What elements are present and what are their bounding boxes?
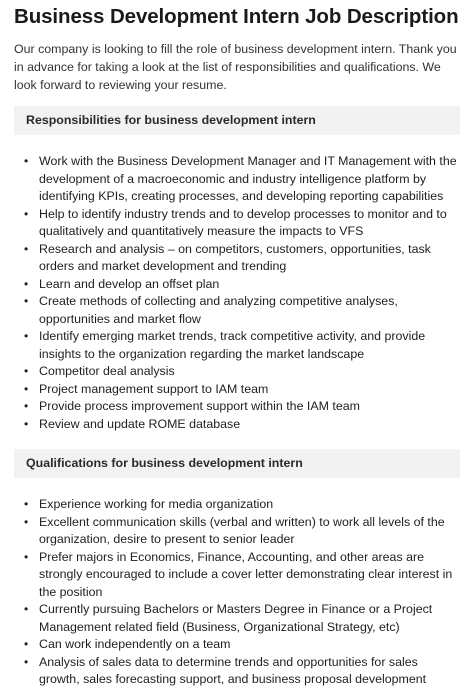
list-item: [24, 496, 460, 514]
list-item-text: Can work independently on a team: [39, 637, 231, 651]
qualifications-heading: Qualifications for business development intern: [26, 456, 303, 470]
bullet-icon: •: [24, 514, 29, 529]
bullet-icon: •: [24, 381, 29, 396]
list-item-text: Provide process improvement support within the IAM team: [39, 399, 360, 413]
list-item: [24, 328, 460, 363]
list-item: [24, 276, 460, 294]
responsibilities-list: [14, 153, 460, 433]
bullet-icon: •: [24, 654, 29, 669]
list-item-text: Review and update ROME database: [39, 416, 241, 431]
list-item: [24, 636, 460, 654]
list-item-text: Competitor deal analysis: [39, 364, 175, 378]
page-title: Business Development Intern Job Description: [14, 5, 459, 28]
list-item-text: Work with the Business Development Manager and IT Management with the development of a macroeconomic and industry intelligence platform by identifying KPIs, creating processes, and developing reporting capabilities: [39, 154, 457, 203]
bullet-icon: •: [24, 399, 29, 413]
list-item-text: Learn and develop an offset plan: [39, 276, 220, 291]
bullet-icon: •: [24, 276, 29, 291]
list-item-text: Project management support to IAM team: [39, 381, 269, 396]
list-item: [24, 654, 460, 689]
list-item: [24, 601, 460, 636]
bullet-icon: •: [24, 241, 29, 256]
list-item: [24, 514, 460, 549]
bullet-icon: •: [24, 549, 29, 564]
list-item-text: Currently pursuing Bachelors or Masters Degree in Finance or a Project Management related field (Business, Organizational Strategy, etc): [39, 602, 433, 634]
qualifications-list: [14, 496, 460, 689]
bullet-icon: •: [24, 602, 29, 616]
list-item-text: Analysis of sales data to determine trends and opportunities for sales growth, sales forecasting support, and business proposal development: [39, 654, 427, 686]
responsibilities-header: [14, 106, 460, 135]
list-item: [24, 293, 460, 328]
list-item-text: Experience working for media organization: [39, 497, 274, 511]
list-item-text: Prefer majors in Economics, Finance, Accounting, and other areas are strongly encouraged to include a cover letter demonstrating clear interest in the position: [39, 549, 453, 599]
intro-paragraph: Our company is looking to fill the role of business development intern. Thank you in advance for taking a look at the list of responsibilities and qualifications. We look forward to reviewing your resume.: [14, 42, 457, 92]
list-item: [24, 398, 460, 416]
list-item-text: Create methods of collecting and analyzing competitive analyses, opportunities and market flow: [39, 294, 398, 326]
bullet-icon: •: [24, 497, 29, 511]
bullet-icon: •: [24, 154, 29, 168]
list-item: [24, 549, 460, 602]
list-item-text: Help to identify industry trends and to develop processes to monitor and to qualitatively and quantitatively measure the impacts to VFS: [39, 206, 447, 238]
bullet-icon: •: [24, 637, 29, 651]
bullet-icon: •: [24, 416, 29, 431]
list-item: [24, 241, 460, 276]
list-item: [24, 153, 460, 206]
list-item: [24, 416, 460, 434]
bullet-icon: •: [24, 329, 29, 343]
list-item: [24, 206, 460, 241]
list-item: [24, 363, 460, 381]
bullet-icon: •: [24, 364, 29, 378]
list-item-text: Research and analysis – on competitors, customers, opportunities, task orders and market development and trending: [39, 241, 431, 273]
responsibilities-heading: Responsibilities for business development intern: [26, 113, 316, 127]
list-item-text: Identify emerging market trends, track competitive activity, and provide insights to the organization regarding the market landscape: [39, 329, 426, 361]
bullet-icon: •: [24, 206, 29, 221]
bullet-icon: •: [24, 294, 29, 308]
qualifications-header: [14, 449, 460, 478]
list-item: [24, 381, 460, 399]
list-item-text: Excellent communication skills (verbal and written) to work all levels of the organization, desire to present to senior leader: [39, 514, 445, 546]
